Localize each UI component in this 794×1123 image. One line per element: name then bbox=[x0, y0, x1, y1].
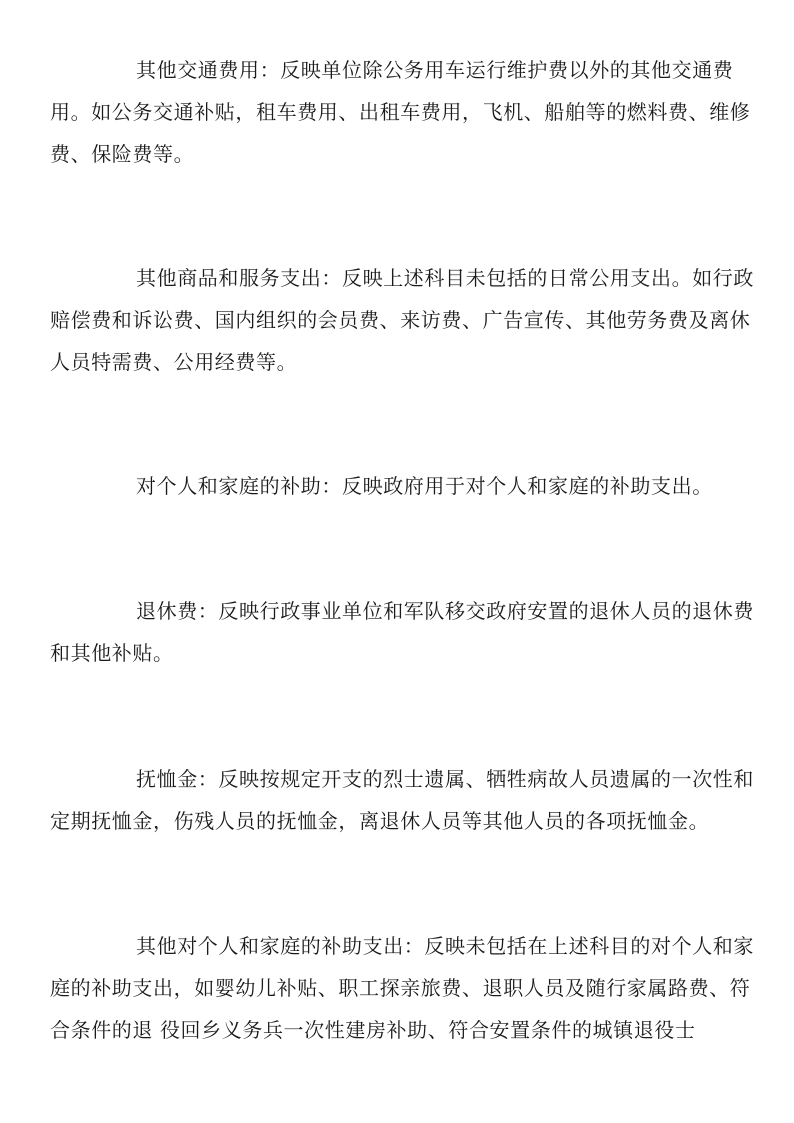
paragraph-pension-compensation: 抚恤金：反映按规定开支的烈士遗属、牺牲病故人员遗属的一次性和定期抚恤金，伤残人员的抚恤金，离退休人员等其他人员的各项抚恤金。 bbox=[50, 767, 754, 833]
paragraph-other-transport-costs: 其他交通费用：反映单位除公务用车运行维护费以外的其他交通费用。如公务交通补贴，租车费用、出租车费用，飞机、船舶等的燃料费、维修费、保险费等。 bbox=[50, 58, 751, 166]
paragraph-household-subsidies: 对个人和家庭的补助：反映政府用于对个人和家庭的补助支出。 bbox=[136, 474, 713, 498]
paragraph-retirement-pay: 退休费：反映行政事业单位和军队移交政府安置的退休人员的退休费和其他补贴。 bbox=[50, 599, 754, 665]
paragraph-other-household-subsidies: 其他对个人和家庭的补助支出：反映未包括在上述科目的对个人和家庭的补助支出，如婴幼儿补贴、职工探亲旅费、退职人员及随行家属路费、符合条件的退 役回乡义务兵一次性建房补助、符合安置条件的城镇退役士 bbox=[50, 934, 754, 1042]
paragraph-other-goods-services: 其他商品和服务支出：反映上述科目未包括的日常公用支出。如行政赔偿费和诉讼费、国内组织的会员费、来访费、广告宣传、其他劳务费及离休人员特需费、公用经费等。 bbox=[50, 266, 754, 374]
